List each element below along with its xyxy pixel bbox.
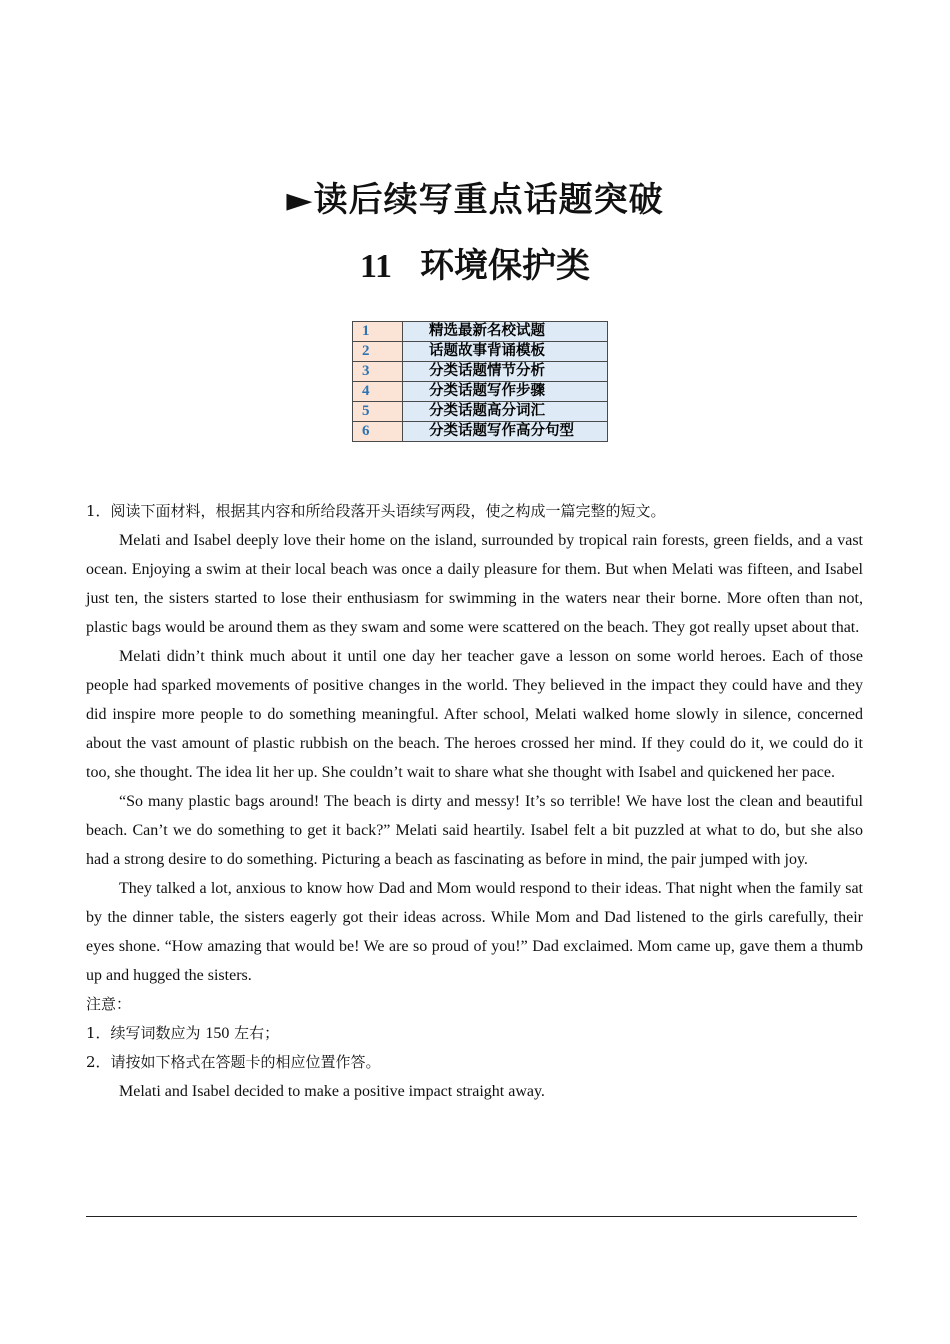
story-paragraph: “So many plastic bags around! The beach is dirty and messy! It’s so terrible! We have lost the clean and beautiful beach. Can’t we do something to get it back?” Melati said heartily. Isabel felt a bit puzzled at what to do, but she also had a strong desire to do something. Picturing a beach as fascinating as before in mind, the pair jumped with joy. [86, 793, 863, 868]
contents-label: 话题故事背诵模板 [403, 342, 608, 362]
contents-label: 分类话题写作高分句型 [403, 422, 608, 442]
contents-label: 分类话题写作步骤 [403, 382, 608, 402]
note-word-count [86, 1019, 863, 1048]
contents-row [353, 402, 608, 422]
question-instruction: 1．阅读下面材料，根据其内容和所给段落开头语续写两段，使之构成一篇完整的短文。 [86, 502, 666, 520]
note1-count: 150 [205, 1025, 230, 1042]
contents-label: 精选最新名校试题 [403, 322, 608, 342]
unit-number: 11 [359, 248, 393, 285]
continuation-start: Melati and Isabel decided to make a positive impact straight away. [119, 1083, 545, 1100]
note-format: 2．请按如下格式在答题卡的相应位置作答。 [86, 1053, 381, 1071]
contents-number: 3 [353, 362, 403, 382]
note1-suffix: 左右； [234, 1024, 280, 1042]
contents-number: 2 [353, 342, 403, 362]
unit-topic: 环境保护类 [420, 246, 591, 286]
contents-label: 分类话题高分词汇 [403, 402, 608, 422]
contents-number: 1 [353, 322, 403, 342]
contents-row [353, 362, 608, 382]
answer-line [86, 1216, 857, 1217]
question-body [86, 497, 863, 1106]
notes-label: 注意： [86, 995, 132, 1013]
contents-number: 4 [353, 382, 403, 402]
contents-number: 5 [353, 402, 403, 422]
contents-row [353, 422, 608, 442]
contents-row [353, 382, 608, 402]
story-paragraph: Melati and Isabel deeply love their home on the island, surrounded by tropical rain forests, green fields, and a vast ocean. Enjoying a swim at their local beach was once a daily pleasure for them. But when Melati was fifteen, and Isabel just ten, the sisters started to lose their enthusiasm for swimming in the waters near their borne. More often than not, plastic bags would be around them as they swam and some were scattered on the beach. They got really upset about that. [86, 532, 863, 636]
unit-title [0, 238, 950, 287]
story-paragraph: Melati didn’t think much about it until one day her teacher gave a lesson on some world heroes. Each of those people had sparked movements of positive changes in the world. They believed in the impact they could have and they did inspire more people to do something meaningful. After school, Melati walked home slowly in silence, concerned about the vast amount of plastic rubbish on the beach. The heroes crossed her mind. If they could do it, we could do it too, she thought. The idea lit her up. She couldn’t wait to share what she thought with Isabel and quickened her pace. [86, 648, 863, 781]
page-title: ►读后续写重点话题突破 [286, 180, 664, 220]
contents-label: 分类话题情节分析 [403, 362, 608, 382]
contents-table [352, 321, 608, 442]
contents-row [353, 322, 608, 342]
contents-row [353, 342, 608, 362]
note1-prefix: 1．续写词数应为 [86, 1024, 201, 1042]
story-paragraph: They talked a lot, anxious to know how Dad and Mom would respond to their ideas. That night when the family sat by the dinner table, the sisters eagerly got their ideas across. While Mom and Dad listened to the girls carefully, their eyes shone. “How amazing that would be! We are so proud of you!” Dad exclaimed. Mom came up, gave them a thumb up and hugged the sisters. [86, 880, 863, 984]
contents-number: 6 [353, 422, 403, 442]
